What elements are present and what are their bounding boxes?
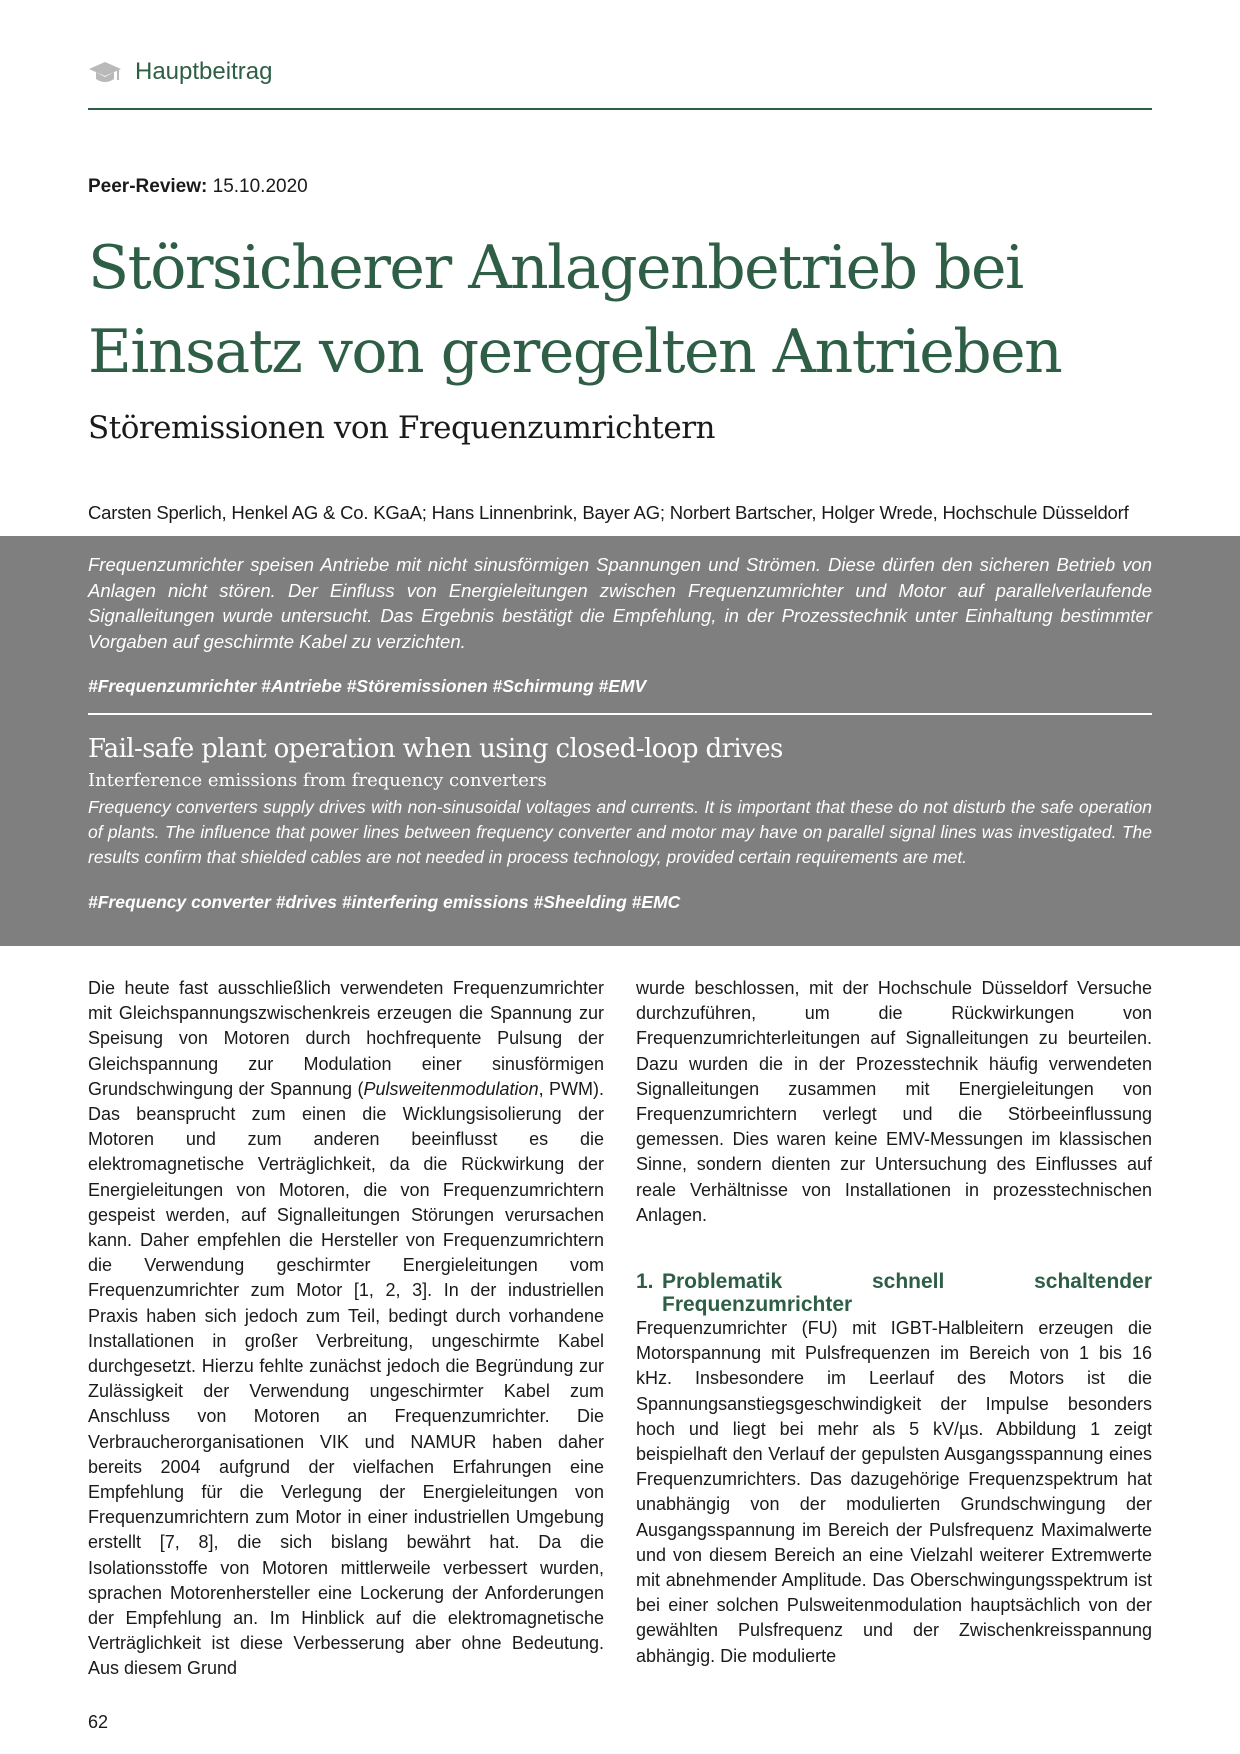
body-column-right (636, 976, 1152, 1669)
author-list: Carsten Sperlich, Henkel AG & Co. KGaA; Hans Linnenbrink, Bayer AG; Norbert Bartscher, Holger Wrede, Hochschule Düsseldorf (88, 502, 1129, 523)
title-line-1: Störsicherer Anlagenbetrieb bei (88, 233, 1023, 303)
peer-review-line (88, 176, 308, 198)
body-paragraph: Frequenzumrichter (FU) mit IGBT-Halbleitern erzeugen die Motorspannung mit Pulsfrequenzen im Bereich von 1 bis 16 kHz. Insbesondere im Leerlauf des Motors ist die Spannungsanstiegsgeschwindigkeit der Impulse besonders hoch und liegt bei mehr als 5 kV/µs. Abbildung 1 zeigt beispielhaft den Verlauf der gepulsten Ausgangsspannung eines Frequenzumrichters. Das dazugehörige Frequenzspektrum hat unabhängig von der modulierten Grundschwingung der Ausgangsspannung im Bereich der Pulsfrequenz Maximalwerte und von diesem Bereich an eine Vielzahl weiterer Extremwerte mit abnehmender Amplitude. Das Oberschwingungsspektrum ist bei einer solchen Pulsweitenmodulation hauptsächlich von der gewählten Pulsfrequenz und der Zwischenkreisspannung abhängig. Die modulierte (636, 1318, 1152, 1666)
body-column-left (88, 976, 604, 1682)
body-paragraph (88, 976, 604, 1682)
graduation-cap-icon (88, 60, 122, 86)
body-paragraph: wurde beschlossen, mit der Hochschule Düsseldorf Versuche durchzuführen, um die Rückwirkungen von Frequenzumrichterleitungen auf Signalleitungen zu beurteilen. Dazu wurden die in der Prozesstechnik häufig verwendeten Signalleitungen zusammen mit Energieleitungen von Frequenzumrichtern verlegt und die Störbeeinflussung gemessen. Dies waren keine EMV-Messungen im klassischen Sinne, sondern dienten zur Untersuchung des Einflusses auf reale Verhältnisse von Installationen in prozesstechnischen Anlagen. (636, 978, 1152, 1225)
keywords-english: #Frequency converter #drives #interfering emissions #Sheelding #EMC (88, 892, 681, 912)
keywords-german: #Frequenzumrichter #Antriebe #Störemissionen #Schirmung #EMV (88, 676, 647, 696)
body-text: Die heute fast ausschließlich verwendeten Frequenzumrichter mit Gleichspannungszwischenkreis erzeugen die Spannung zur Speisung von Motoren durch hochfrequente Pulsung der Gleichspannung zur Modulation einer sinusförmigen Grundschwingung der Spannung ( (88, 978, 604, 1099)
article-subtitle: Störemissionen von Frequenzumrichtern (88, 410, 715, 446)
section-heading (636, 1270, 1152, 1316)
section-label: Hauptbeitrag (135, 58, 273, 85)
title-line-2: Einsatz von geregelten Antrieben (88, 317, 1062, 387)
section-title: Problematik schnell schaltender Frequenzumrichter (662, 1270, 1152, 1317)
body-emphasis: Pulsweitenmodulation (363, 1078, 539, 1099)
abstract-box (0, 536, 1240, 946)
abstract-german: Frequenzumrichter speisen Antriebe mit nicht sinusförmigen Spannungen und Strömen. Diese dürfen den sicheren Betrieb von Anlagen nicht stören. Der Einfluss von Energieleitungen zwischen Frequenzumrichter und Motor auf parallelverlaufende Signalleitungen wurde untersucht. Das Ergebnis bestätigt die Empfehlung, in der Prozesstechnik unter Einhaltung bestimmter Vorgaben auf geschirmte Kabel zu verzichten. (88, 554, 1152, 652)
peer-review-date: 15.10.2020 (212, 176, 308, 197)
article-title (88, 226, 1152, 394)
abstract-english: Frequency converters supply drives with non-sinusoidal voltages and currents. It is important that these do not disturb the safe operation of plants. The influence that power lines between frequency converter and motor may have on parallel signal lines was investigated. The results confirm that shielded cables are not needed in process technology, provided certain requirements are met. (88, 797, 1152, 867)
section-number: 1. (636, 1270, 654, 1294)
page-number: 62 (88, 1712, 109, 1732)
peer-review-label: Peer-Review: (88, 176, 208, 197)
english-title: Fail-safe plant operation when using closed-loop drives (88, 734, 783, 764)
page-header (88, 56, 1152, 110)
english-subtitle: Interference emissions from frequency converters (88, 770, 547, 791)
body-text: , PWM). Das beansprucht zum einen die Wicklungsisolierung der Motoren und zum anderen beeinflusst es die elektromagnetische Verträglichkeit, da die Rückwirkung der Energieleitungen von Motoren, die von Frequenzumrichtern gespeist werden, auf Signalleitungen Störungen verursachen kann. Daher empfehlen die Hersteller von Frequenzumrichtern die Verwendung geschirmter Energieleitungen vom Frequenzumrichter zum Motor [1, 2, 3]. In der industriellen Praxis haben sich jedoch zum Teil, bedingt durch vorhandene Installationen in großer Verbreitung, ungeschirmte Kabel durchgesetzt. Hierzu fehlte zunächst jedoch die Begründung zur Zulässigkeit der Verwendung ungeschirmter Kabel zum Anschluss von Motoren an Frequenzumrichter. Die Verbraucherorganisationen VIK und NAMUR haben daher bereits 2004 aufgrund der vielfachen Erfahrungen eine Empfehlung für die Verlegung der Energieleitungen von Frequenzumrichtern zum Motor in einer industriellen Umgebung erstellt [7, 8], die sich bislang bewährt hat. Da die Isolationsstoffe von Motoren mittlerweile verbessert wurden, sprachen Motorenhersteller eine Lockerung der Anforderungen der Empfehlung an. Im Hinblick auf die elektromagnetische Verträglichkeit ist diese Verbesserung aber ohne Bedeutung. Aus diesem Grund (88, 1078, 604, 1679)
abstract-divider (88, 713, 1152, 715)
